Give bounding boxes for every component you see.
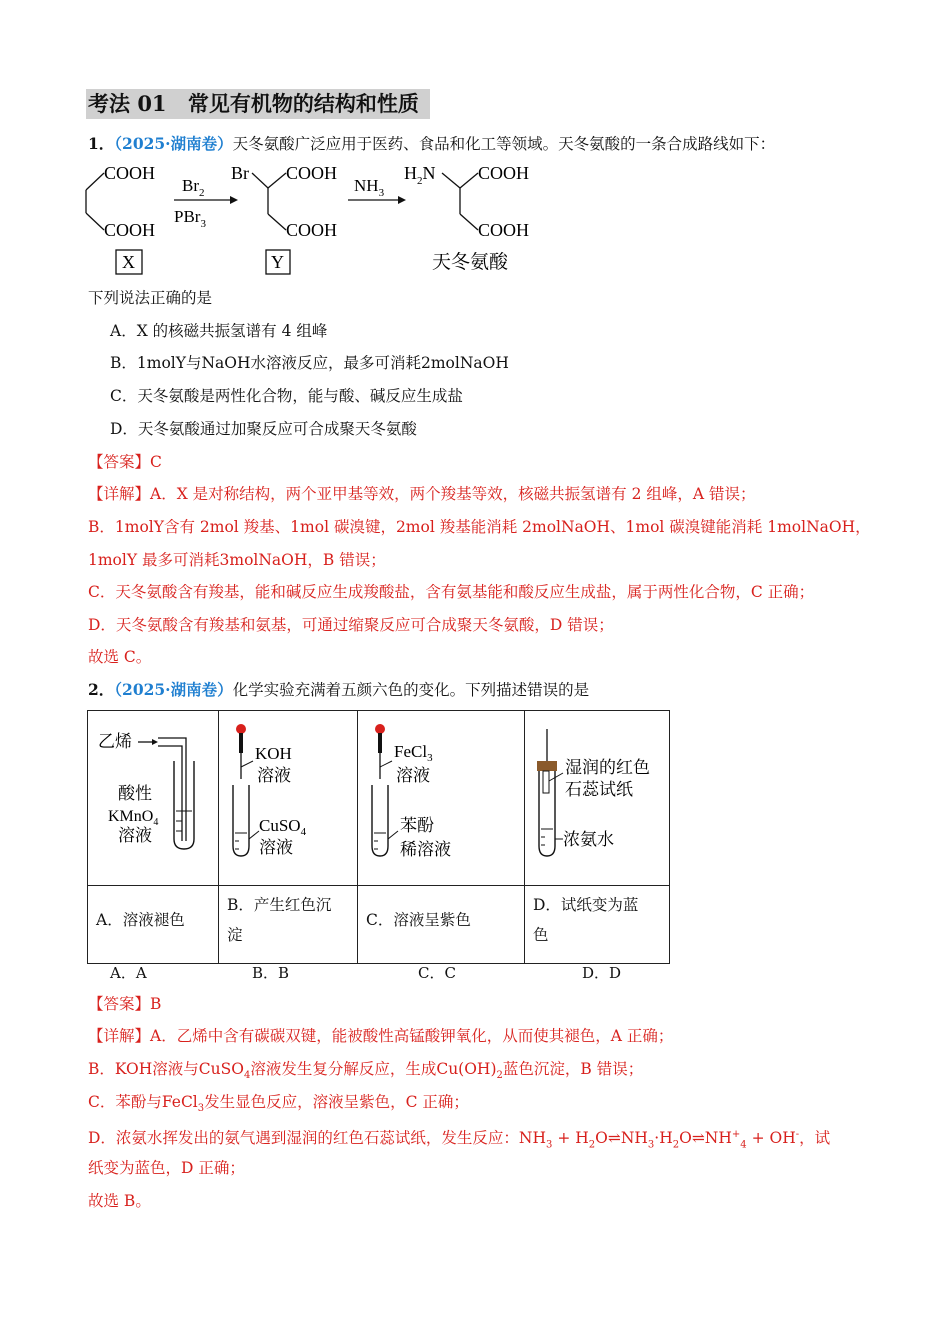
q1-answer: 【答案】C: [88, 453, 162, 471]
q1-explain-d: D．天冬氨酸含有羧基和氨基，可通过缩聚反应可合成聚天冬氨酸，D 错误；: [88, 616, 614, 634]
q2-explain-c: C．苯酚与FeCl$_3$发生显色反应，溶液呈紫色，C 正确；: [88, 1093, 469, 1115]
panel-c-figure: [358, 711, 524, 881]
panel-a-sol2: KMnO$_4$: [108, 808, 159, 828]
panel-b-top2: 溶液: [257, 766, 291, 786]
q2-choice-a: A．A: [110, 964, 147, 982]
molecule-y: [252, 173, 286, 230]
q1-explain-final: 故选 C。: [88, 648, 152, 666]
panel-d-bot: 浓氨水: [563, 830, 614, 850]
cell-b: [219, 886, 358, 964]
cell-b-text1: B．产生红色沉: [227, 896, 332, 914]
q1-explain-a: 【详解】A．X 是对称结构，两个亚甲基等效，两个羧基等效，核磁共振氢谱有 2 组峰，A 错误；: [88, 485, 756, 503]
molecule-product: [442, 173, 478, 230]
panel-c-top2: 溶液: [396, 766, 430, 786]
test-tube: [539, 771, 555, 856]
panel-c: [358, 711, 525, 886]
reagent-pbr3: PBr$_3$: [174, 207, 206, 230]
panel-c-bot2: 稀溶液: [400, 840, 451, 860]
cell-d: [525, 886, 670, 964]
panel-c-bot1: 苯酚: [400, 816, 434, 836]
x-cooh-bottom: COOH: [104, 220, 156, 240]
panel-a-gas: 乙烯: [98, 732, 132, 752]
product-cooh-bottom: COOH: [478, 220, 530, 240]
section-heading: 常见有机物的结构和性质: [187, 91, 419, 116]
panel-d-figure: [525, 711, 669, 881]
test-tube: [233, 785, 249, 856]
panel-a: [88, 711, 219, 886]
q1-stem: 天冬氨酸广泛应用于医药、食品和化工等领域。天冬氨酸的一条合成路线如下：: [232, 135, 776, 153]
q1-source: （2025·湖南卷）: [114, 134, 233, 153]
panel-c-top1: FeCl$_3$: [394, 742, 433, 764]
cell-d-text2: 色: [533, 926, 549, 944]
q2-number: 2．: [88, 680, 115, 699]
y-cooh-bottom: COOH: [286, 220, 338, 240]
q2-explain-a: 【详解】A．乙烯中含有碳碳双键，能被酸性高锰酸钾氧化，从而使其褪色，A 正确；: [88, 1027, 674, 1045]
test-tube: [372, 785, 388, 856]
cell-c-text: C．溶液呈紫色: [366, 911, 471, 929]
section-number: 01: [137, 91, 167, 116]
q2-explain-d2: 纸变为蓝色，D 正确；: [88, 1159, 245, 1177]
section-label: 考法: [88, 91, 130, 116]
q1-option-d: D．天冬氨酸通过加聚反应可合成聚天冬氨酸: [110, 420, 417, 438]
panel-b: [219, 711, 358, 886]
cell-c: [358, 886, 525, 964]
q1-option-c: C．天冬氨酸是两性化合物，能与酸、碱反应生成盐: [110, 387, 463, 405]
q1-option-b: B．1molY与NaOH水溶液反应，最多可消耗2molNaOH: [110, 354, 509, 372]
panel-d-top2: 石蕊试纸: [565, 780, 633, 800]
product-cooh-top: COOH: [478, 163, 530, 183]
product-name: 天冬氨酸: [432, 251, 509, 273]
q2-explain-final: 故选 B。: [88, 1192, 151, 1210]
q1-explain-b1: B．1molY含有 2mol 羧基、1mol 碳溴键，2mol 羧基能消耗 2molNaOH、1mol 碳溴键能消耗 1molNaOH，: [88, 518, 871, 536]
q2-choice-d: D．D: [582, 964, 622, 982]
reagent-br2: $Br_2$: [182, 176, 205, 199]
stopper: [537, 761, 557, 771]
cell-a: [88, 886, 219, 964]
q1-synthesis-scheme: [80, 158, 560, 278]
cell-d-text1: D．试纸变为蓝: [533, 896, 639, 914]
litmus-paper: [543, 771, 549, 793]
q2-explain-d: D．浓氨水挥发出的氨气遇到湿润的红色石蕊试纸，发生反应：$NH_3$ + $H_2O\rightleftharpoons NH_3\cdot H_2O\rightleftharpoons NH^+_4 + OH^-$，试: [88, 1129, 831, 1151]
product-nh2: $H_2N$: [404, 163, 436, 187]
reagent-nh3: $NH_3$: [354, 176, 385, 199]
panel-a-sol1: 酸性: [118, 784, 152, 804]
test-tube: [174, 761, 194, 849]
section-title: [86, 89, 430, 119]
panel-b-figure: [219, 711, 357, 881]
panel-a-figure: [88, 711, 218, 881]
q2-source: （2025·湖南卷）: [114, 680, 233, 699]
q1-explain-c: C．天冬氨酸含有羧基，能和碱反应生成羧酸盐，含有氨基能和酸反应生成盐，属于两性化合物，C 正确；: [88, 583, 815, 601]
q1-stem-line: [88, 133, 775, 155]
panel-d-top1: 湿润的红色: [565, 758, 650, 778]
arrow-2-head: [398, 196, 406, 204]
q2-stem-line: [88, 679, 589, 701]
panel-b-bot1: CuSO$_4$: [259, 816, 307, 838]
q2-choice-b: B．B: [252, 964, 290, 982]
arrow-1-head: [230, 196, 238, 204]
panel-d: [525, 711, 670, 886]
q1-explain-b2: 1molY 最多可消耗3molNaOH，B 错误；: [88, 551, 386, 569]
q2-explain-b: B．KOH溶液与CuSO$_4$溶液发生复分解反应，生成$Cu(OH)_2$蓝色沉淀，B 错误；: [88, 1060, 644, 1082]
cell-b-text2: 淀: [227, 926, 243, 944]
q1-option-a: A．X 的核磁共振氢谱有 4 组峰: [110, 322, 328, 340]
panel-b-top1: KOH: [255, 744, 292, 763]
y-br: Br: [231, 163, 249, 183]
x-label: X: [122, 252, 135, 272]
cell-a-text: A．溶液褪色: [96, 911, 185, 929]
x-cooh-top: COOH: [104, 163, 156, 183]
y-cooh-top: COOH: [286, 163, 338, 183]
q2-answer: 【答案】B: [88, 995, 162, 1013]
panel-a-sol3: 溶液: [118, 826, 152, 846]
panel-b-bot2: 溶液: [259, 838, 293, 858]
q1-number: 1．: [88, 134, 115, 153]
q1-prompt: 下列说法正确的是: [88, 289, 213, 307]
y-label: Y: [271, 252, 284, 272]
q2-stem: 化学实验充满着五颜六色的变化。下列描述错误的是: [232, 681, 590, 699]
molecule-x: [86, 173, 104, 230]
q2-choice-c: C．C: [418, 964, 456, 982]
q2-experiment-table: [87, 710, 670, 964]
